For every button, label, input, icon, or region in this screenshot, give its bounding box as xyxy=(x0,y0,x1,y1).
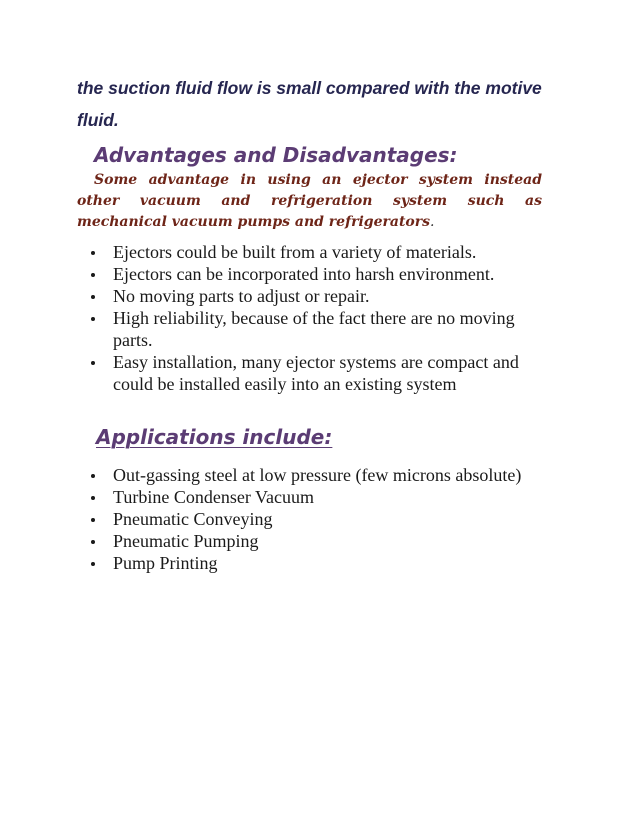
list-item xyxy=(89,486,559,508)
list-item xyxy=(89,285,544,307)
list-item-text: Ejectors could be built from a variety of materials. xyxy=(113,242,477,262)
list-item-text: Pneumatic Conveying xyxy=(113,509,273,529)
list-item-text: High reliability, because of the fact there are no moving parts. xyxy=(113,308,515,350)
advantages-list xyxy=(89,241,544,395)
list-item xyxy=(89,307,544,351)
bullet-icon xyxy=(91,317,95,321)
bullet-icon xyxy=(91,496,95,500)
list-item-text: No moving parts to adjust or repair. xyxy=(113,286,370,306)
bullet-icon xyxy=(91,562,95,566)
bullet-icon xyxy=(91,273,95,277)
list-item-text: Out-gassing steel at low pressure (few microns absolute) xyxy=(113,465,522,485)
bullet-icon xyxy=(91,295,95,299)
advantages-lead-period: . xyxy=(430,214,435,230)
bullet-icon xyxy=(91,361,95,365)
list-item-text: Pneumatic Pumping xyxy=(113,531,259,551)
list-item xyxy=(89,530,559,552)
list-item xyxy=(89,552,559,574)
bullet-icon xyxy=(91,251,95,255)
bullet-icon xyxy=(91,518,95,522)
bullet-icon xyxy=(91,540,95,544)
list-item xyxy=(89,241,544,263)
list-item-text: Easy installation, many ejector systems are compact and could be installed easily into an existing system xyxy=(113,352,519,394)
list-item xyxy=(89,351,544,395)
list-item xyxy=(89,464,559,486)
list-item xyxy=(89,508,559,530)
advantages-lead-paragraph xyxy=(77,170,542,233)
bullet-icon xyxy=(91,474,95,478)
applications-heading: Applications include: xyxy=(96,425,333,449)
advantages-lead-text: Some advantage in using an ejector system instead other vacuum and refrigeration system such as mechanical vacuum pumps and refrigerators xyxy=(77,172,542,230)
advantages-heading: Advantages and Disadvantages: xyxy=(94,143,458,167)
list-item-text: Turbine Condenser Vacuum xyxy=(113,487,314,507)
list-item xyxy=(89,263,544,285)
list-item-text: Pump Printing xyxy=(113,553,218,573)
intro-paragraph: the suction fluid flow is small compared with the motive fluid. xyxy=(77,78,542,130)
applications-list xyxy=(89,464,559,574)
list-item-text: Ejectors can be incorporated into harsh environment. xyxy=(113,264,495,284)
